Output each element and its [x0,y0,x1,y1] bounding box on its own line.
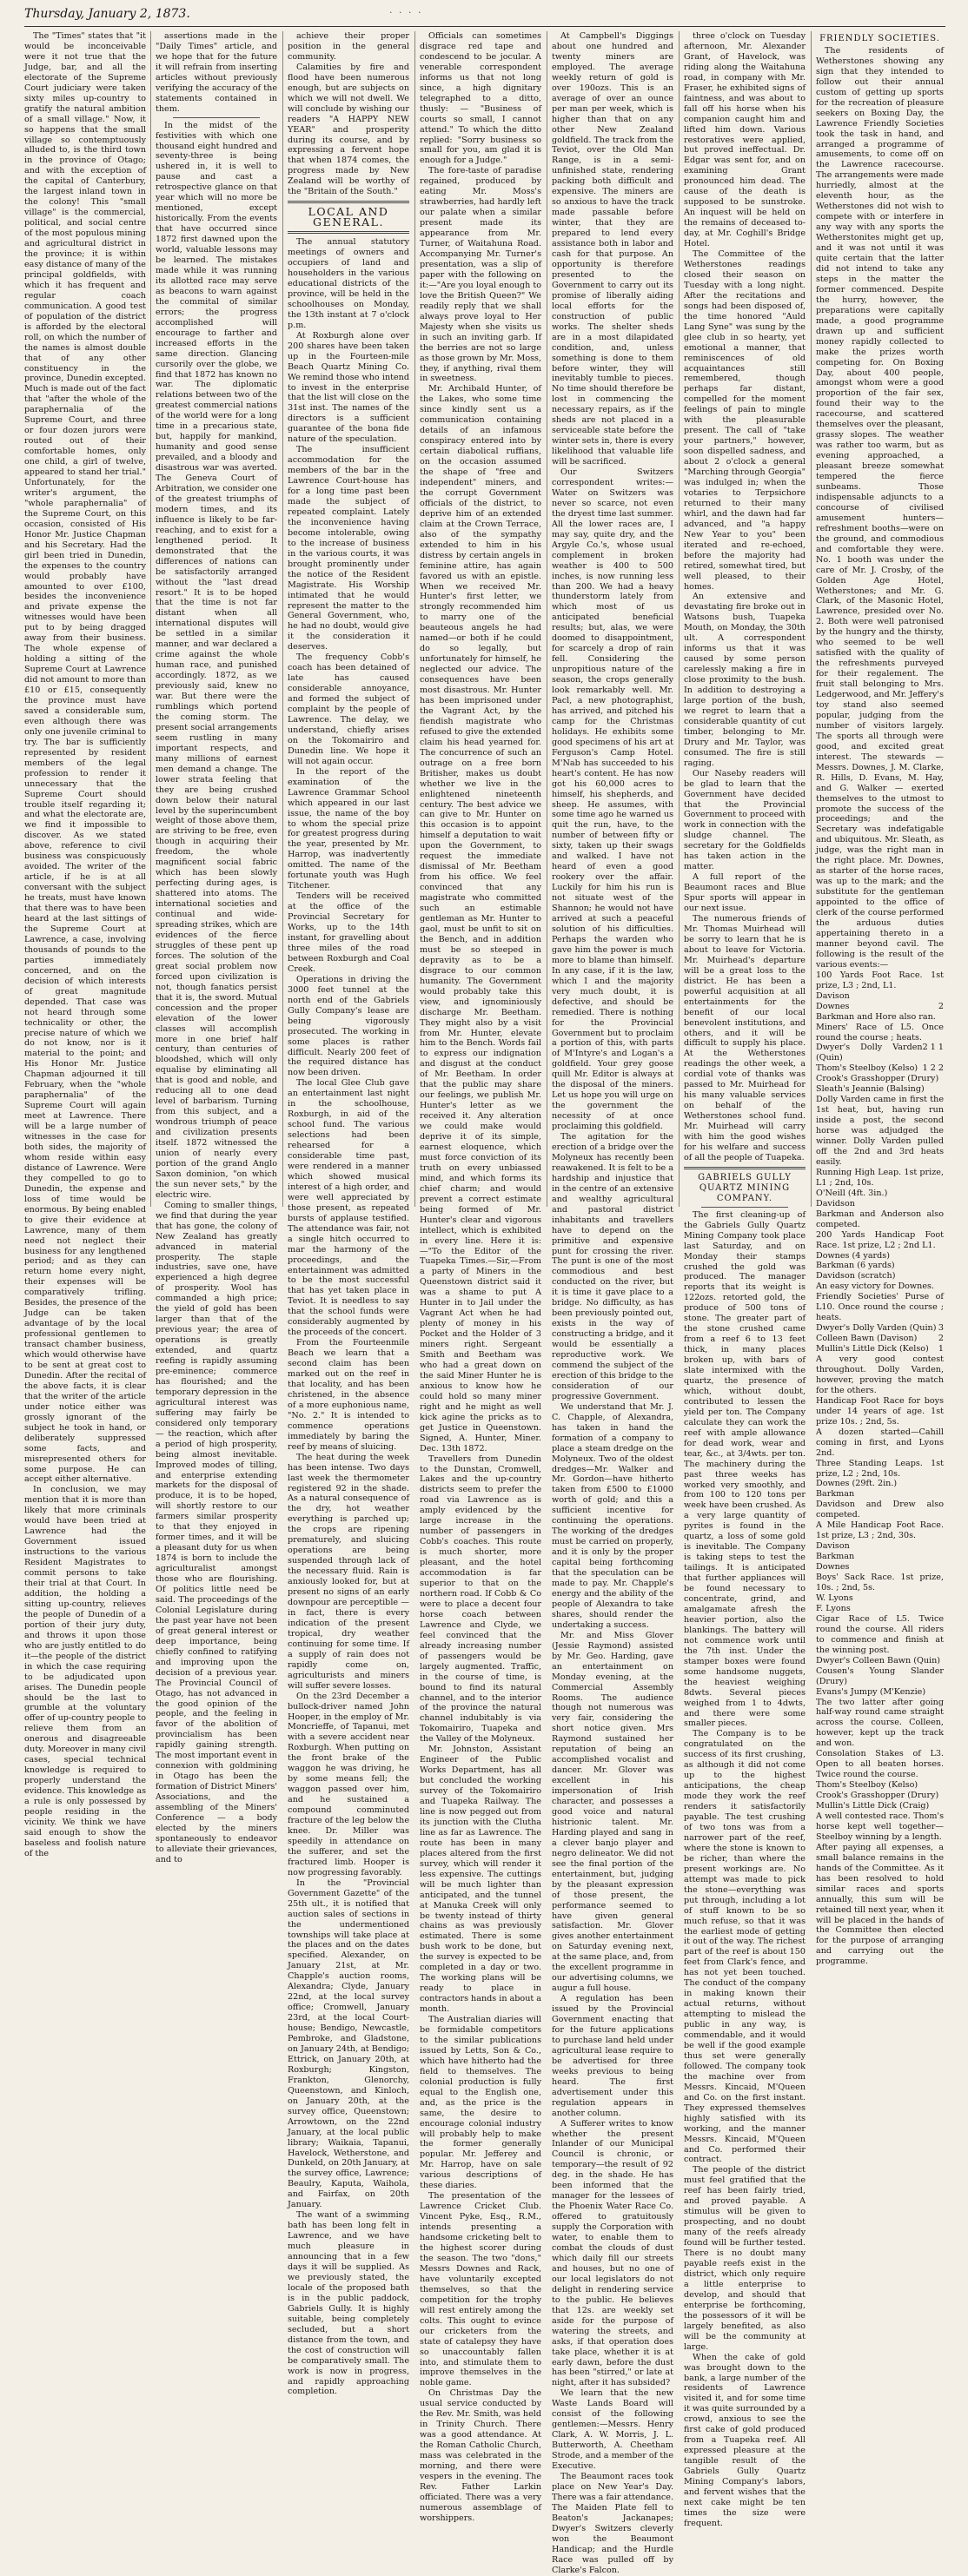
news-item: Tenders will be received at the office of the Provincial Secretary for Works, up to the 14th instant, for gravelling about three miles of the road between Roxburgh and Coal Creek. [288,891,409,974]
news-item: The fore-taste of paradise regained, produced by eating Mr. Moss's strawberries, had hardly left our palate when a similar present made its appearance from Mr. Turner, of Waitahuna Road. Accompanying Mr. Turner's presentation, was a slip of paper with the following on it:—"Are you loyal enough to love the British Queen?" We readily reply that we shall always prove loyal to Her Majesty when she visits us in such an inviting garb. If the berries are not so large as those grown by Mr. Moss, they, if anything, rival them in sweetness. [420,166,541,384]
editorial-paragraph: achieve their proper position in the general community. [288,31,409,62]
column-5 [552,31,673,2575]
entrant-name: Thom's Steelboy (Kelso) [816,1780,918,1791]
entrant-name: Sleath's Jeannie (Balsing) [816,1084,925,1095]
section-divider [684,1167,806,1169]
race-result-entry [816,1780,944,1791]
race-result-note: Running High Leap. 1st prize, L1 ; 2nd, 10s. [816,1167,944,1188]
news-item: The Committee of the Wetherstones readings closed their season on Tuesday with a long night. After the recitations and songs had been disposed of, the time honored "Auld Lang Syne" was sung by the glee club in so hearty, yet emotional a manner, that reminiscences of old acquaintances still remembered, though perhaps far distant, compelled for the moment feelings of pain to mingle with the pleasurable present. The call of "take your partners," however, soon dispelled sadness, and about 2 o'clock a general "Marching through Georgia" was indulged in; when the votaries to Terpsichore returned to their many whirl, and the dawn had far advanced, and "a happy New Year to you" been iterated and re-echoed, before the majority had retired, somewhat tired, but well pleased, to their homes. [684,249,806,592]
race-result-entry [816,1562,944,1573]
placing: 2 [938,1334,944,1344]
race-result-note: Consolation Stakes of L3. Open to all beaten horses. Twice round the course. [816,1749,944,1780]
race-result-entry [816,1323,944,1334]
entrant-name: Crook's Grasshopper (Drury) [816,1074,939,1084]
section-divider [288,231,409,234]
race-result-entry [816,1063,944,1074]
news-item: When the cake of gold was brought down to the bank, a large number of the residents of Lawrence visited it, and for some time it was quite surrounded by a crowd, anxious to see the first cake of gold produced from a Tuapeka reef. All expressed pleasure at the tangible result of the Gabriels Gully Quartz Mining Company's labors, and fervent wishes that the next cake might be ten times the size were frequent. [684,2352,806,2528]
folio-marks: · · · · [389,7,423,18]
news-item: An extensive and devastating fire broke out in Watsons bush, Tuapeka Mouth, on Monday, the 30th ult. A correspondent informs us that it was caused by some person carelessly making a fire in close proximity to the bush. In addition to destroying a large portion of the bush, we regret to learn that a considerable quantity of cut timber, belonging to Mr. Drury and Mr. Taylor, was consumed. The fire is still raging. [684,592,806,768]
race-result-note: Davidson and Drew also competed. [816,1500,944,1520]
race-result-entry [816,1084,944,1095]
editorial-paragraph: In the midst of the festivities with which one thousand eight hundred and seventy-three is being ushered in, it is well to pause and cast a retrospective glance on that year which will no more be mentioned, except historically. From the events that have occurred since 1872 first dawned upon the world, valuable lessons may be learned. The mistakes made while it was running its allotted race may serve as beacons to warn against the commital of similar errors; the progress accomplished will encourage to farther and increased efforts in the same direction. Glancing cursorily over the globe, we find that 1872 has known no war. The diplomatic relations between two of the greatest commercial nations of the world were for a long time in a precarious state, but, happily for mankind, humanity and good sense prevailed, and a bloody and disastrous war was averted. The Geneva Court of Arbitration, we consider one of the greatest triumphs of modern times, and its influence is likely to be far-reaching, and to exist for a lengthened period. It demonstrated that the differences of nations can be satisfactorily arranged without the "last dread resort." It is to be hoped that the time is not far distant when all international disputes will be settled in a similar manner, and war declared a crime against the whole human race, and punished accordingly. 1872, as we previously said, knew no war. But there were the rumblings which portend the coming storm. The present social arrangements seem rustling in many important respects, and many millions of earnest men demand a change. The lower strata feeling that they are being crushed down below their natural level by the superincumbent weight of those above them, are striving to be free, even though in acquiring their freedom, the whole magnificent social fabric which has been slowly perfecting during ages, is shattered into atoms. The international societies and continual and wide-spreading strikes, which are evidences of the fierce struggles of these pent up forces. The solution of the great social problem now forced upon civilization is not, though fanatics persist that it is, the sword. Mutual concession and the proper elevation of the lower classes will accomplish more in one brief half century, than centuries of bloodshed, which will only equalise by eliminating all that is good and noble, and reducing all to one dead level of barbarism. Turning from this subject, and a wondrous triumph of peace and civilization presents itself. 1872 witnessed the union of nearly every portion of the grand Anglo Saxon dominion, "on which the sun never sets," by the electric wire. [156,120,277,1200]
news-item: The Australian diaries will be formidable competitors to the similar publications issued by Letts, Son & Co., which have hitherto had the field to themselves. The colonial production is fully equal to the English one, and, as the price is the same, the desire to encourage colonial industry will probably help to make the former generally popular. Mr. Jefferey and Mr. Harrop, have on sale various descriptions of these diaries. [420,2015,541,2191]
race-result-entry [816,1002,944,1012]
race-result-note: The two latter after going half-way round came straight across the course. Colleen, however, kept up the track and won. [816,1697,944,1749]
section-heading-local-and-general: LOCAL AND GENERAL. [308,205,389,229]
column-rule [150,31,151,1207]
column-7 [816,31,944,1967]
editorial-paragraph: Coming to smaller things, we find that during the year that has gone, the colony of New Zealand has greatly advanced in material prosperity. The staple industries, save one, have experienced a high degree of prosperity. Wool has commanded a high price; the yield of gold has been larger than that of the previous year; the area of operations is greatly extended, and quartz reefing is rapidly assuming pre-eminence; commerce has flourished; and the temporary depression in the agricultural interest was suffering may fairly be considered only temporary — the reaction, which after a period of high prosperity, being almost inevitable. Improved modes of tilling, and enterprise extending markets for the disposal of produce, it is to be hoped, will shortly restore to our farmers similar prosperity to that they enjoyed in former times, and it will be a pleasant duty for us when 1874 is born to include the agriculturalist amongst those who are flourishing. Of politics little need be said. The proceedings of the Colonial Legislature during the past year have not been of great general interest or deep importance, being chiefly confined to ratifying and improving upon the decision of a previous year. The Provincial Council of Otago, has not advanced in the good opinion of the people, and the feeling in favor of the abolition of provincialism has been rapidly gaining strength. The most important event in connexion with goldmining in Otago has been the formation of District Miners' Associations, and the assembling of the Miners' Conference — a body elected by the miners spontaneously to endeavor to alleviate their grievances, and to [156,1200,277,1864]
placing: 2 1 1 [922,1043,944,1053]
entrant-name: Evans's Jumpy (M'Kenzie) [816,1686,926,1697]
news-item: The frequency Cobb's coach has been detained of late has caused considerable annoyance, and formed the subject of complaint by the people of Lawrence. The delay, we understand, chiefly arises on the Tokomairiro and Dunedin line. We hope it will not again occur. [288,652,409,766]
race-result-note: After paying all expenses, a small balance remains in the hands of the Committee. As it has been resolved to hold similar races and sports annually, this sum will be retained till next year, when it will be placed in the hands of the Committee then elected for the purpose of arranging and carrying out the programme. [816,1842,944,1967]
race-result-entry [816,1074,944,1084]
column-rule [811,31,812,1207]
entrant-name: Mullin's Little Dick (Kelso) [816,1344,929,1354]
race-result-entry [816,1489,944,1500]
editorial-paragraph: In conclusion, we may mention that it is more than likely that more criminals would have been tried at Lawrence had the Government issued instructions to the various Resident Magistrates to commit persons to take their trial at that Court. In addition, the holding a sitting up-country, relieves the people of Dunedin of a portion of their jury duty, and throws it upon those who are justly entitled to do it—the people of the district in which the case requiring to be adjudicated upon arises. The Dunedin people should be the last to grumble at the voluntary offer of up-country people to relieve them from an onerous and disagreeable duty. Moreover in many civil cases, special technical knowledge is required to properly understand the evidence. This knowledge as a rule is only possessed by people residing in the vicinity. We think we have said enough to show the baseless and foolish nature of the [24,1485,146,1858]
news-item: From the Fourteenmile Beach we learn that a second claim has been marked out on the reef in that locality, and has been christened, in the absence of a more euphonious name, "No. 2." It is intended to commence operations immediately by baring the reef by means of sluicing. [288,1338,409,1452]
placing: 2 [938,1001,944,1011]
news-item: Operations in driving the 3000 feet tunnel at the north end of the Gabriels Gully Company's lease are being vigorously prosecuted. The working in some places is rather difficult. Nearly 200 feet of the required distance has now been driven. [288,974,409,1078]
race-result-entry [816,1251,944,1262]
entrant-name: Davidson (scratch) [816,1271,896,1281]
race-result-entry [816,1261,944,1271]
race-result-entry [816,991,944,1002]
section-divider [701,1207,788,1208]
race-result-note: Barkman and Anderson also competed. [816,1209,944,1229]
race-result-note: A very good contest throughout. Dolly Varden, however, proving the match for the others. [816,1354,944,1395]
news-item: The local Glee Club gave an entertainment last night in the schoolhouse, Roxburgh, in aid of the school fund. The various selections had been rehearsed for a considerable time past, were rendered in a manner which showed musical interest of a high order, and were well appreciated by those present, as repeated bursts of applause testified. The attendance was fair, not a single hitch occurred to mar the harmony of the proceedings, and the entertainment was admitted to be the most successful that has yet taken place in Teviot. It is needless to say that the school funds were considerably augmented by the proceeds of the concert. [288,1078,409,1338]
entrant-name: Davison [816,990,850,1001]
news-item: Mr. Johnston, Assistant Engineer of the Public Works Department, has all but concluded the working survey of the Tokomairiro and Tuapeka Railway. The line is now pegged out from its junction with the Clutha line as far as Lawrence. The route has been in many places altered from the first survey, which will render it less expensive. The cuttings will be much lighter than anticipated, and the tunnel at Manuka Creek will only be twenty instead of thirty chains as was previously estimated. There is some bush work to be done, but the survey is expected to be completed in a day or two. The working plans will be ready to place in contractors hands in about a month. [420,1745,541,2015]
entrant-name: Davidson [816,1198,855,1209]
news-item: The residents of Wetherstones showing any sign that they intended to follow out their annual custom of getting up sports for the recreation of pleasure seekers on Boxing Day, the Lawrence Friendly Societies took the task in hand, and arranged a programme of amusements, to come off on the Lawrence racecourse. The arrangements were made hurriedly, almost at the eleventh hour, as the Wetherstones did not wish to compete with or interfere in any way with any sports the Wetherstonites might get up, and it was not until it was quite certain that the latter did not intend to take any steps in the matter the former commenced. Despite the hurry, however, the preparations were capitally made, a good programme drawn up and sufficient money rapidly collected to make the prizes worth competing for. On Boxing Day, about 400 people, amongst whom were a good proportion of the fair sex, found their way to the racecourse, and scattered themselves over the pleasant, grassy slopes. The weather was rather too warm, but as evening approached, a pleasant breeze somewhat tempered the fierce sunbeams. Those indispensable adjuncts to a concourse of civilised amusement hunters—refreshment booths—were on the ground, and commodious and comfortable they were. No. 1 booth was under the care of Mr. J. Crosby, of the Golden Age Hotel, Wetherstones; and Mr. G. Clark, of the Masonic Hotel, Lawrence, presided over No. 2. Both were well patronised by the hungry and the thirsty, who seemed to be well satisfied with the quality of the refreshments purveyed for their regalement. The fruit stall belonging to Mrs. Ledgerwood, and Mr. Jeffery's toy stand also seemed popular, judging from the number of visitors largely. The sports all through were good, and excited great interest. The stewards — Messrs. Downes, J. M. Clarke, R. Hills, D. Evans, M. Hay, and G. Walker — exerted themselves to the utmost to promote the success of the proceedings; and the Secretary was indefatigable and ubiquitous. Mr. Sleath, as judge, was the right man in the right place. Mr. Downes, as starter of the horse races, was up to the mark; and the substitute for the gentleman appointed to the office of clerk of the course performed the arduous duties appertaining thereto in a manner beyond cavil. The following is the result of the various events:— [816,45,944,970]
race-result-entry [816,1801,944,1811]
race-result-entry [816,1666,944,1687]
page-header [24,5,945,26]
news-item: A full report of the Beaumont races and Blue Spur sports will appear in our next issue. [684,872,806,914]
entrant-name: Mullin's Little Dick (Craig) [816,1801,930,1811]
editorial-paragraph: The "Times" states that "it would be inconceivable were it not true that the Judge, bar, and all the electorate of the Supreme Court judiciary were taken sixty miles up-country to gratify the natural ambition of a small village." Now, it so happens that the small village so contemptuously alluded to, is the third town in the province of Otago; and with the exception of the capital of Canterbury, the largest inland town in the colony! This "small village" is the commercial, political, and social centre of the most populous mining and agricultural district in the province; it is within easy distance of many of the principal goldfields, with which it has frequent and regular coach communication. A good test of population of the district is afforded by the electoral roll, on which the number of the names is almost double that of any other constituency in the province, Dunedin excepted. Much is made out of the fact that "after the whole of the paraphernalia of the Supreme Court, and three or four dozen jurors were routed out of their comfortable homes, only one child, a girl of twelve, appeared to stand her trial." Unfortunately, for the writer's argument, the "whole paraphernalia" of the Supreme Court, on this occasion, consisted of His Honor Mr. Justice Chapman and his Secretary. Had the girl been tried in Dunedin, the expenses to the country would probably have amounted to over £100, besides the inconvenience and private expense the witnesses would have been put to by being dragged away from their business. The whole expense of holding a sitting of the Supreme Court at Lawrence did not amount to more than £10 or £15, consequently the province must have saved a considerable sum, even although there was only one juvenile criminal to try. The bar is sufficiently represented by resident members of the legal profession to render it unnecessary that the Supreme Court should trouble itself regarding it; and what the electorate are, we find it impossible to discover. As we stated above, reference to civil business was conspicuously avoided. The writer of the article, if he is at all conversant with the subject he treats, must have known that there was to have been heard at the last sittings of the Supreme Court at Lawrence, a case, involving thousands of pounds to the parties immediately concerned, and on the decision of which interests of great magnitude depended. That case was not heard through some technicality or other, the precise nature of which we do not know, nor is it material to the point; and His Honor Mr. Justice Chapman adjourned it till February, when the "whole paraphernalia" of the Supreme Court will again meet at Lawrence. There will be a large number of witnesses in the case for both sides, the majority of whom reside within easy distance of Lawrence. Were they compelled to go to Dunedin, the expense and loss of time would be enormous. By being enabled to give their evidence at Lawrence, many of them need not neglect their business for any lengthened period; and as they can return home every night, their expenses will be comparatively trifling. Besides, the presence of the Judge can be taken advantage of by the local professional gentlemen to transact chamber business, which would otherwise have to be sent at great cost to Dunedin. After the recital of the above facts, it is clear that the writer of the article under notice either was grossly ignorant of the subject he took in hand, or deliberately suppressed some facts, and misrepresented others for some purpose. He can accept either alternative. [24,31,146,1485]
race-result-note: 200 Yards Handicap Foot Race. 1st prize, L2 ; 2nd L1. [816,1229,944,1250]
news-item: A regulation has been issued by the Provincial Government enacting that for the future applications to purchase land held under agricultural lease require to be advertised for three weeks previous to being heard. The first advertisement under this regulation appears in another column. [552,1994,673,2118]
entrant-name: O'Neill (4ft. 3in.) [816,1188,888,1198]
news-item: three o'clock on Tuesday afternoon, Mr. Alexander Grant, of Havelock, was riding along the Waitahuna road, in company with Mr. Fraser, he exhibited signs of faintness, and was about to fall off his horse when his companion caught him and lifted him down. Various restoratives were applied, but proved ineffectual. Dr. Edgar was sent for, and on examining Grant pronounced him dead. The cause of the death is supposed to be sunstroke. An inquest will be held on the remains of deceased to-day, at Mr. Coghill's Bridge Hotel. [684,31,806,249]
entrant-name: Crook's Grasshopper (Drury) [816,1791,939,1801]
race-results [816,970,944,1968]
news-item: A Sufferer writes to know whether the present Inlander of our Municipal Council is chronic, or temporary—the result of 92 deg. in the shade. He has been informed that the manager for the lessees of the Phoenix Water Race Co. offered to gratuitously supply the Corporation with water, to enable them to combat the clouds of dust which daily fill our streets and houses, but no one of our local legislators do not delight in rendering service to the public. He believes that 12s. are weekly set aside for the purpose of watering the streets, and asks, if that operation does take place, whether it is at early dawn, before the dust has been "stirred," or late at night, after it has subsided? [552,2118,673,2388]
column-rule [414,31,415,1207]
entrant-name: F. Lyons [816,1603,851,1613]
news-item: The insufficient accommodation for the members of the bar in the Lawrence Court-house has for a long time past been made the subject of repeated complaint. Lately the inconvenience having become intolerable, owing to the increase of business in the various courts, it was brought prominently under the notice of the Resident Magistrate. His Worship intimated that he would represent the matter to the General Government, who, he had no doubt, would give it the consideration it deserves. [288,445,409,652]
race-result-note: Boys' Sack Race. 1st prize, 10s. ; 2nd, 5s. [816,1573,944,1593]
section-divider [173,117,260,118]
news-item: On Christmas Day the usual service conducted by the Rev. Mr. Smith, was held in Trinity Church. There was a good attendance. At the Roman Catholic Church, mass was celebrated in the morning, and there were vespers in the evening. The Rev. Father Larkin officiated. There was a very numerous assemblage of worshippers. [420,2388,541,2523]
news-item: The agitation for the erection of a bridge over the Molyneux has recently been reawakened. It is felt to be a hardship and injustice that in the centre of an extensive and wealthy agricultural and pastoral district inhabitants and travellers have to depend on the primitive and expensive punt for crossing the river. The punt is one of the most commodious and best conducted on the river, but it is time it gave place to a bridge. No difficulty, as has been previously pointed out, exists in the way of constructing a bridge, and it would be essentially a reproductive work. We commend the subject of the erection of this bridge to the consideration of our progressive Government. [552,1132,673,1401]
news-item: The heat during the week has been intense. Two days last week the thermometer registered 92 in the shade. As a natural consequence of the dry, hot weather everything is parched up; the crops are ripening prematurely, and sluicing operations are being suspended through lack of the necessary fluid. Rain is anxiously looked for, but at present no signs of an early downpour are perceptible — in fact, there is every indication of the present tropical, dry weather continuing for some time. If a supply of rain does not rapidly come on, agriculturists and miners will suffer severe losses. [288,1452,409,1691]
section-heading-gabriels-gully: GABRIELS GULLY QUARTZ MINING COMPANY. [698,1172,792,1203]
column-rule [282,31,283,1207]
news-item: Our Switzers correspondent writes:—Water on Switzers was never so scarce, not even the dryest time last summer. All the lower races are, I may say, quite dry, and the Argyle Co.'s, whose usual complement in broken weather is 400 to 500 inches, is now running less than 200. We had a heavy thunderstorm lately from which most of us anticipated beneficial results; but, alas, we were doomed to disappointment, for scarcely a drop of rain fell. Considering the unpropitious nature of the season, the crops generally look remarkably well. Mr. Pacl, a new photographist, has arrived, and pitched his camp for the Christmas holidays. He exhibits some good specimens of his art at Ferguson's Camp Hotel. M'Nab has succeeded to his heart's content. He has now got his 60,000 acres to himself, his shepherds, and sheep. He assumes, with some time ago he warned us quit the run, have, to the number of between fifty or sixty, taken up their swags and walked. I have not heard of even a good rookery over the affair. Luckily for him his run is not situate west of the Shannon; he would not have arrived at such a peaceful solution of his difficulties. Perhaps the warden who gave him the power is much more to blame than himself. In any case, if it is the law, which I and the majority very much doubt, it is defective, and should be remedied. There is nothing for the Provincial Government but to proclaim a portion of this, with parts of M'Intyre's and Logan's a goldfield. Your grey goose quill Mr. Editor is always at the disposal of the miners. Let us hope you will urge on the government the necessity of at once proclaiming this goldfield. [552,467,673,1132]
entrant-name: Downes [816,1562,850,1573]
placing: 1 [938,1344,944,1354]
race-result-entry [816,1271,944,1281]
race-result-note: A Mile Handicap Foot Race. 1st prize, L3 ; 2nd, 30s. [816,1520,944,1541]
news-item: We understand that Mr. J. C. Chapple, of Alexandra, has taken in hand the formation of a company to place a steam dredge on the Molyneux. Two of the oldest dredges—Mr. Walker and Mr. Gordon—have hitherto taken from £500 to £1000 worth of gold; and this a sufficient incentive for continuing the operations. The working of the dredges must be carried on properly, and it is only by the proper capital being forthcoming that the speculation can be made to pay. Mr. Chapple's energy and the ability of the people of Alexandra to take shares, should render the undertaking a success. [552,1401,673,1630]
race-result-entry [816,1344,944,1354]
news-item: Mr. and Miss Glover (Jessie Raymond) assisted by Mr. Geo. Harding, gave an entertainment on Monday evening, at the Commercial Assembly Rooms. The audience though not numerous was very fair, considering the short notice given. Mrs Raymond sustained her reputation of being an accomplished vocalist and dancer. Mr. Glover was excellent in his impersonation of Irish character, and possesses a good voice and natural histrionic talent. Mr. Harding played and sang in a clever banjo player and negro delineator. We did not see the final portion of the entertainment, but, judging by the pleasant expression of those present, the performance seemed to have given general satisfaction. Mr. Glover gives another entertainment on Saturday evening next, at the same place, and, from the excellent programme in our advertising columns, we augur a full house. [552,1630,673,1994]
race-result-note: Cigar Race of L5. Twice round the course. All riders to commence and finish at the winning post. [816,1613,944,1655]
column-6 [684,31,806,2528]
news-item: The people of the district must feel gratified that the reef has been fairly tried, and proved payable. A stimulus will be given to prospecting, and no doubt many of the reefs already found will be further tested. There is no doubt many payable reefs exist in the district, which only require a little enterprise to develop, and should that enterprise be forthcoming, the possessors of it will be largely benefited, as also will be the community at large. [684,2165,806,2352]
news-item: Travellers from Dunedin to the Dunstan, Cromwell, Lakes and the up-country districts seem to prefer the road via Lawrence as is amply evidenced by the large increase in the number of passengers in Cobb's coaches. This route is much shorter, more pleasant, and the hotel accommodation is far superior to that on the northern road. If Cobb & Co were to place a decent four horse coach between Lawrence and Clyde, we feel convinced that the already increasing number of passengers would be largely augmented. Traffic, in the course of time, is bound to find its natural channel, and to the interior of the province the natural channel indubitably is via Tokomairiro, Tuapeka and the Valley of the Molyneux. [420,1454,541,1745]
column-1 [24,31,146,1858]
news-item: At Campbell's Diggings about one hundred and twenty miners are employed. The average weekly return of gold is over 190ozs. This is an average of over an ounce per man per week, which is higher than that on any other New Zealand goldfield. The track from the Teviot, over the Old Man Range, is in a semi-unfinished state, rendering packing both difficult and expensive. The miners are so anxious to have the track made passable before winter, that they are prepared to lend every assistance both in labor and cash for that purpose. An opportunity is therefore presented to the Government to carry out its promise of liberally aiding local efforts for the construction of public works. The shelter sheds are in a most dilapidated condition, and, unless something is done to them before winter, they will inevitably tumble to pieces. No time should therefore be lost in commencing the necessary repairs, as if the sheds are not placed in a serviceable state before the winter sets in, there is every likelihood that valuable life will be sacrificed. [552,31,673,467]
race-result-entry [816,1687,944,1698]
news-item: The Beaumont races took place on New Year's Day. There was a fair attendance. The Maiden Plate fell to Beaton's Jackanapes; Dwyer's Switzers cleverly won the Beaumont Handicap; and the Hurdle Race was pulled off by Clarke's Falcon. [552,2471,673,2575]
column-4 [420,31,541,2523]
race-result-note: Handicap Foot Race for boys under 14 years of age. 1st prize 10s. ; 2nd, 5s. [816,1395,944,1427]
placing: 3 [938,1323,944,1334]
entrant-name: Downes (4 yards) [816,1250,890,1261]
race-result-entry [816,1199,944,1209]
race-result-entry [816,1334,944,1344]
header-rule [24,26,945,27]
race-result-note: Three Standing Leaps. 1st prize, L2 ; 2nd, 10s. [816,1458,944,1479]
race-result-note: Barkman and Hore also ran. [816,1011,936,1022]
race-result-note: An easy victory for Downes. [816,1281,934,1292]
entrant-name: Barkman (6 yards) [816,1261,895,1271]
news-item: The annual statutory meetings of owners and occupiers of land and householders in the various educational districts of the province, will be held in the schoolhouses on Monday, the 13th instant at 7 o'clock p.m. [288,237,409,330]
entrant-name: Downes (29ft. 2in.) [816,1479,898,1489]
entrant-name: W. Lyons [816,1593,853,1603]
race-result-note: Miners' Race of L5. Once round the course ; heats. [816,1022,944,1043]
news-item: Officials can sometimes disgrace red tape and condescend to be jocular. A venerable correspondent informs us that not long since, a high dignitary telegraphed to a ditto, thusly: — "Business of courts so small, I cannot attend." To which the ditto replied: "Sorry business so small for you, am glad it is enough for a Judge." [420,31,541,166]
race-result-entry [816,1541,944,1552]
entrant-name: Barkman [816,1489,855,1500]
editorial-paragraph: assertions made in the "Daily Times" article, and we hope that for the future it will refrain from inserting articles without previously verifying the accuracy of the statements contained in them. [156,31,277,114]
race-result-note: Dolly Varden came in first the 1st heat, but, having run inside a post, the second horse was adjudged the winner. Dolly Varden pulled off the 2nd and 3rd heats easily. [816,1095,944,1167]
race-result-note: 100 Yards Foot Race. 1st prize, L3 ; 2nd, L1. [816,970,944,990]
news-item: We learn that the new Waste Lands Board will consist of the following gentlemen:—Messrs. Henry Clark, A. W. Morris, J. L. Butterworth, A. Cheetham Strode, and a member of the Executive. [552,2388,673,2472]
race-result-entry [816,1656,944,1666]
entrant-name: Colleen Bawn (Davison) [816,1334,918,1344]
race-result-entry [816,1479,944,1489]
news-item: The Company is to be congratulated on the success of its first crushing, as although it did not come up to the highest anticipations, the cheap mode they work the reef renders it satisfactorily payable. The test crushing of two tons was from a narrower part of the reef, where the stone is known to be richer, than where the present workings are. No attempt was made to pick the stone—everything was put through, including a lot of stuff known to be so much refuse, so that it was the earliest mode of getting it out of the way. The richest part of the reef is about 150 feet from Clark's fence, and has not yet been touched. The conduct of the company in making known their actual returns, without attempting to mislead the public in any way, is commendable, and it would be well if the good example thus set were generally followed. The company took the machine over from Messrs. Kincaid, M'Queen and Co. on the first instant. They expressed themselves highly satisfied with its working, and the manner Messrs. Kincaid, M'Queen and Co. performed their contract. [684,1729,806,2165]
race-result-entry [816,1593,944,1604]
news-item: At Roxburgh alone over 200 shares have been taken up in the Fourteen-mile Beach Quartz Mining Co. We remind those who intend to invest in the enterprise that the list will close on the 31st inst. The names of the directors is a sufficient guarantee of the bona fide nature of the speculation. [288,330,409,445]
race-result-note: A well contested race. Thom's horse kept well together—Steelboy winning by a length. [816,1811,944,1842]
news-item: In the "Provincial Government Gazette" of the 25th ult., it is notified that auction sales of sections in the undermentioned townships will take place at the places and on the dates specified. Alexander, on January 21st, at Mr. Chapple's auction rooms, Alexandra; Clyde, January 22nd, at the local survey office; Cromwell, January 23rd, at the local Court-house; Bendigo, Newcastle, Pembroke, and Gladstone, on January 24th, at Bendigo; Ettrick, on January 20th, at Roxburgh; Kingston, Frankton, Glenorchy, Queenstown, and Kinloch, on January 20th, at the survey office, Queenstown; Arrowtown, on the 22nd January, at the local public library; Waikaia, Tapanui, Havelock, Wetherstone, and Dunkeld, on 20th January, at the survey office, Lawrence; Beaulry, Kaputa, Waihola, and Fairfax, on 20th January. [288,1877,409,2210]
news-item: Mr. Archibald Hunter, of the Lakes, who some time since kindly sent us a communication containing details of an infamous conspiracy entered into by certain diabolical ruffians, on the occasion assumed the shape of "free and independent" miners, and the corrupt Government officials of the district, to deprive him of an extended claim at the Crown Terrace, also of the sympathy extended to him in his distress by certain angels in feminine attire, has again favored us with an epistle. When we received Mr. Hunter's first letter, we strongly recommended him to marry one of the beauteous angels he had named—or both if he could do so legally, but unfortunately for himself, he neglected our advice. The consequences have been most disastrous. Mr. Hunter has been imprisoned under the Vagrant Act, by the fiendish magistrate who refused to give the extended claim his head yearned for. The concurrence of such an outrage on a free born Britisher, makes us doubt whether we live in the enlightened nineteenth century. The best advice we can give to Mr. Hunter on this occasion is to appoint himself a deputation to wait upon the Government, to request the immediate dismissal of Mr. Beetham from his office. We feel convinced that any magistrate who committed such an estimable gentleman as Mr. Hunter to gaol, must be unfit to sit on the Bench, and in addition must be so steeped in depravity as to be a disgrace to our common humanity. The Government would probably take this view, and ignominiously discharge Mr. Beetham. They might also by a visit from Mr. Hunter, elevate him to the Bench. Words fail to express our indignation and disgust at the conduct of Mr. Beetham. In order that the public may share our feelings, we publish Mr. Hunter's letter as we received it. Any alteration we could make would deprive it of its simple, earnest eloquence, which must force conviction of its truth on every unbiassed mind, and which forms its chief charm; and would prevent a correct estimate being formed of Mr. Hunter's clear and vigorous intellect, which is exhibited in every line. Here it is:—"To the Editor of the Tuapeka Times.—Sir,—From a party of Miners in the Queenstown district said it was a shame to put A Hunter in to Jail under the Vagrant Act when he had plenty of money in his Pocket and the Holder of 3 miners right. Sergeant Smith and Beetham was who had a great down on the said Miner Hunter he is anxious to know how he could hold so many miner right and he might as well kick agine the pricks as to get Justice in Queenstown. Signed, A. Hunter, Miner. Dec. 13th 1872. [420,384,541,1454]
entrant-name: Davison [816,1541,850,1552]
entrant-name: Downes [816,1001,850,1011]
placing: 1 2 2 [922,1063,944,1074]
race-result-entry [816,1791,944,1801]
race-result-entry [816,1189,944,1199]
race-result-entry [816,1604,944,1614]
entrant-name: Cousen's Young Slander (Drury) [816,1665,944,1686]
entrant-name: Dwyer's Dolly Varden (Quin) [816,1043,923,1063]
column-2 [156,31,277,1864]
news-item: In the report of the examination of the Lawrence Grammar School which appeared in our last issue, the name of the boy to whom the special prize for greatest progress during the year, presented by Mr. Harrop, was inadvertently omitted. The name of the fortunate youth was Hugh Titchener. [288,766,409,891]
section-divider [288,201,409,203]
entrant-name: Barkman [816,1552,855,1562]
news-item: The presentation of the Lawrence Cricket Club. Vincent Pyke, Esq., R.M., intends presenting a handsome cricketing belt to the highest scorer during the season. The two "dons," Messrs Downes and Rack, have voluntarily excepted themselves, so that the competition for the trophy will rest entirely among the colts. This ought to evince our cricketers from the state of catalepsy they have so unaccountably fallen into, and stimulate them to improve themselves in the noble game. [420,2191,541,2388]
entrant-name: Dwyer's Dolly Varden (Quin) [816,1323,937,1334]
issue-date: Thursday, January 2, 1873. [24,7,190,21]
race-result-note: A dozen started—Cahill coming in first, and Lyons 2nd. [816,1427,944,1458]
section-heading-friendly-societies: FRIENDLY SOCIETIES. [819,34,940,43]
column-rule [679,31,680,1207]
news-item: The want of a swimming bath has been long felt in Lawrence, and we have much pleasure in announcing that in a few days it will be supplied. As we previously stated, the locale of the proposed bath is in the public paddock, Gabriels Gully. It is highly suitable, being completely secluded, but a short distance from the town, and the cost of construction will be comparatively small. The work is now in progress, and rapidly approaching completion. [288,2210,409,2397]
column-3 [288,31,409,2397]
news-item: The first cleaning-up of the Gabriels Gully Quartz Mining Company took place last Saturday, and on Monday their stamps crushed the gold was produced. The manager reports that its weight is 122ozs. retorted gold, the produce of 500 tons of stone. The greater part of the stone crushed came from a reef 6 to 13 feet thick, in many places broken up, with bars of slate intermixed with the quartz, the presence of which, without doubt, contributed to lessen the yield per ton. The Company calculate they can work the reef with ample allowance for dead work, wear and tear, &c., at 3/4wts. per ton. The machinery during the past three weeks has worked very smoothly, and from 100 to 120 tons per week have been crushed. As a very large quantity of pyrites is found in the quartz, a loss of some gold is inevitable. The Company is taking steps to test the tailings. It is anticipated that further appliances will be found necessary to concentrate, grind, and amalgamate afresh the heavier portion, also the blankings. The battery will not commence work until the 7th inst. Under the stamper boxes were found some handsome nuggets, the heaviest weighing 8dwts. Several pieces weighed from 1 to 4dwts, and there were some smaller pieces. [684,1209,806,1729]
entrant-name: Thom's Steelboy (Kelso) [816,1063,918,1074]
news-item: On the 23rd December a bullock-driver named John Hooper, in the employ of Mr. Moncrieffe, of Tapanui, met with a severe accident near Roxburgh. When putting on the front brake of the waggon he was driving, he by some means fell; the waggon passed over him, and he sustained a compound comminuted fracture of the leg below the knee. Dr. Miller was speedily in attendance on the sufferer, and set the fractured limb. Hooper is now progressing favorably. [288,1691,409,1877]
race-result-entry [816,1552,944,1562]
race-result-entry [816,1043,944,1063]
editorial-paragraph: Calamities by fire and flood have been numerous enough, but are subjects on which we will not dwell. We will conclude by wishing our readers "A HAPPY NEW YEAR" and prosperity during its course, and by expressing a fervent hope that when 1874 comes, the progress made by New Zealand will be worthy of the "Britain of the South." [288,62,409,197]
news-item: The numerous friends of Mr. Thomas Muirhead will be sorry to learn that he is about to leave for Victoria. Mr. Muirhead's departure will be a great loss to the district. He has been a powerful acquisition at all entertainments for the benefit of our local benevolent institutions, and others, and it will be difficult to supply his place. At the Wetherstones readings the other week, a cordial vote of thanks was passed to Mr. Muirhead for his many valuable services on behalf of the Wetherstones school fund. Mr. Muirhead will carry with him the good wishes for his welfare and success of all the people of Tuapeka. [684,914,806,1162]
race-result-note: Friendly Societies' Purse of L10. Once round the course ; heats. [816,1292,944,1323]
news-item: Our Naseby readers will be glad to learn that the Government have decided that the Provincial Government to proceed with work in connection with the sludge channel. The secretary for the Goldfields has taken action in the matter. [684,768,806,872]
entrant-name: Dwyer's Colleen Bawn (Quin) [816,1655,941,1665]
